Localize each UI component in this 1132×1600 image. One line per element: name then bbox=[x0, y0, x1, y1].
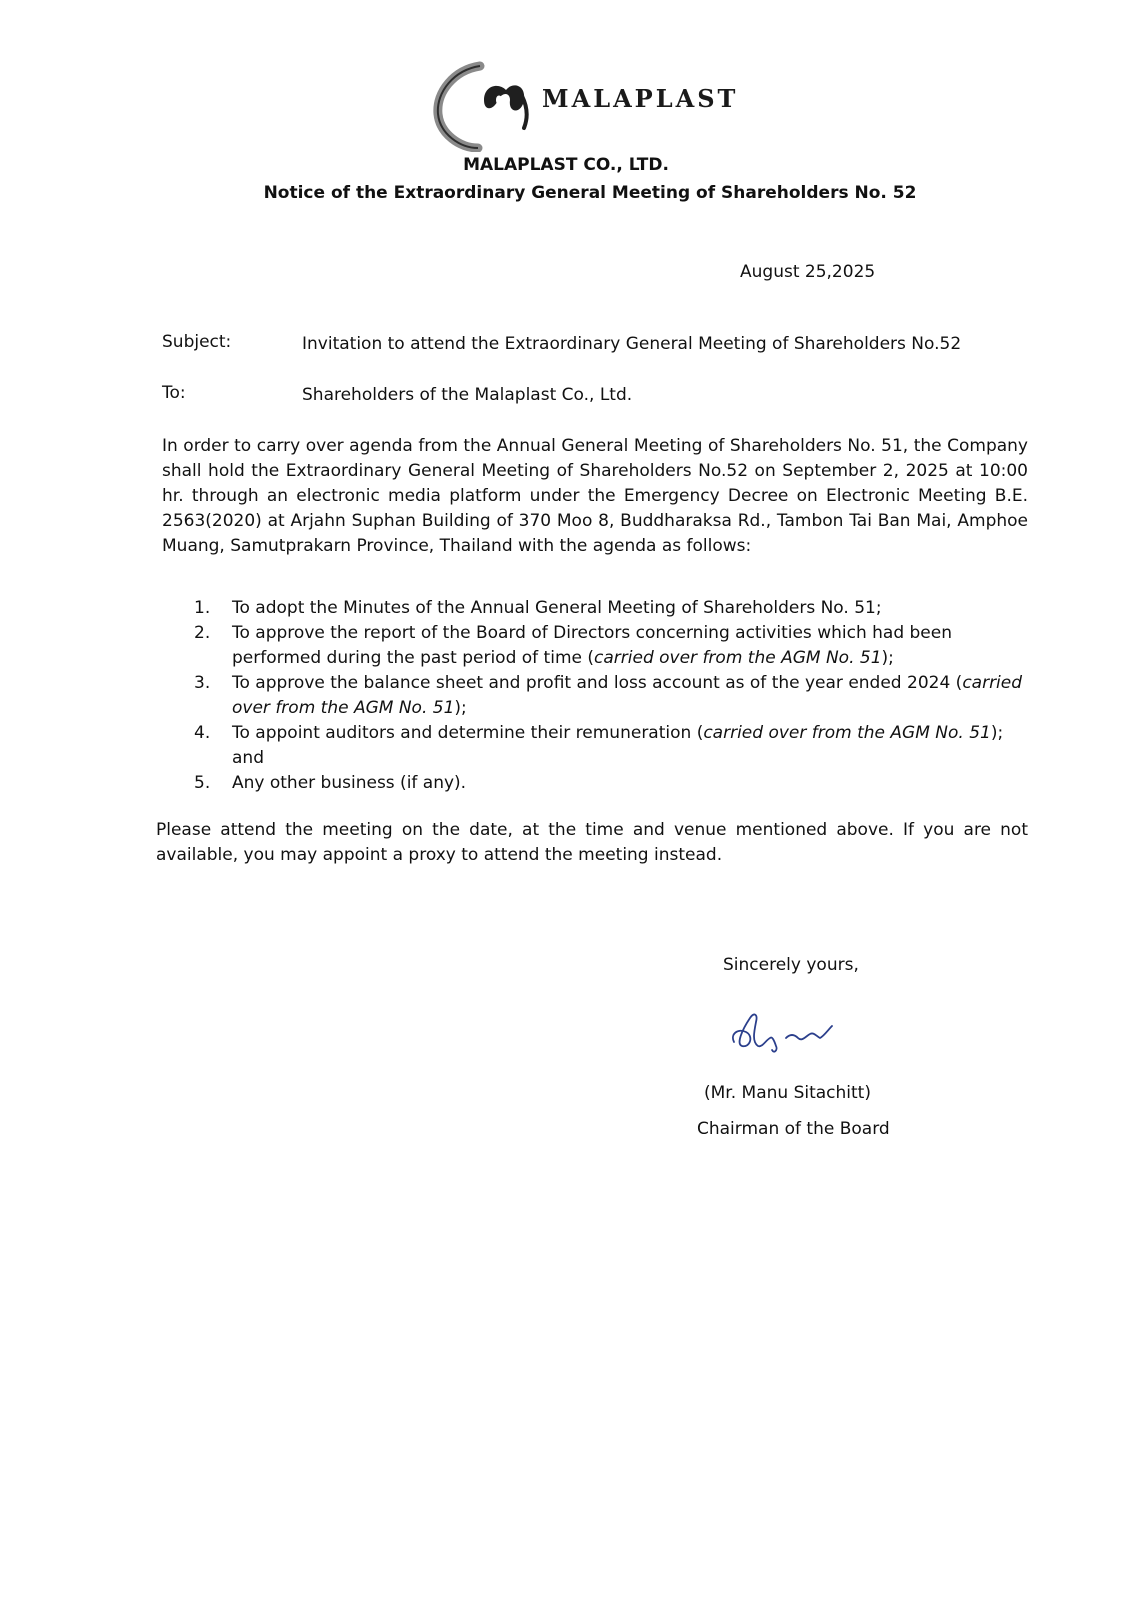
notice-title: Notice of the Extraordinary General Meeting of Shareholders No. 52 bbox=[263, 183, 917, 203]
intro-paragraph: In order to carry over agenda from the Annual General Meeting of Shareholders No. 51, the Company shall hold the Extraordinary General Meeting of Shareholders No.52 on September 2, 2025 at 10:00 hr. through an electronic media platform under the Emergency Decree on Electronic Meeting B.E. 2563(2020) at Arjahn Suphan Building of 370 Moo 8, Buddharaksa Rd., Tambon Tai Ban Mai, Amphoe Muang, Samutprakarn Province, Thailand with the agenda as follows: bbox=[162, 436, 1028, 556]
agenda-item bbox=[188, 671, 1038, 721]
agenda-tail: ); bbox=[881, 648, 894, 668]
to-value: Shareholders of the Malaplast Co., Ltd. bbox=[302, 385, 633, 405]
agenda-note: carried over from the AGM No. 51 bbox=[232, 673, 1023, 718]
agenda-number: 5. bbox=[194, 773, 211, 793]
signer-title: Chairman of the Board bbox=[697, 1119, 890, 1139]
agenda-text: Any other business (if any). bbox=[232, 773, 467, 793]
subject-value: Invitation to attend the Extraordinary General Meeting of Shareholders No.52 bbox=[302, 334, 962, 354]
closing-salutation: Sincerely yours, bbox=[723, 955, 859, 975]
agenda-item bbox=[188, 771, 1038, 796]
logo-wordmark: MALAPLAST bbox=[542, 84, 739, 113]
company-name: MALAPLAST CO., LTD. bbox=[463, 155, 669, 175]
agenda-text: To adopt the Minutes of the Annual General Meeting of Shareholders No. 51; bbox=[232, 598, 882, 618]
malaplast-logo-icon bbox=[432, 56, 544, 152]
agenda-item bbox=[188, 596, 1038, 621]
agenda-item bbox=[188, 621, 1038, 671]
agenda-tail: ); bbox=[454, 698, 467, 718]
agenda-text: To approve the balance sheet and profit and loss account as of the year ended 2024 ( bbox=[232, 673, 963, 693]
subject-label: Subject: bbox=[162, 332, 232, 352]
agenda-number: 4. bbox=[194, 723, 211, 743]
agenda-item bbox=[188, 721, 1038, 771]
agenda-number: 3. bbox=[194, 673, 211, 693]
agenda-number: 1. bbox=[194, 598, 211, 618]
letter-date: August 25,2025 bbox=[740, 262, 876, 282]
agenda-tail: ); and bbox=[232, 723, 1004, 768]
signature-icon bbox=[728, 1008, 838, 1058]
company-logo bbox=[432, 56, 792, 156]
agenda-text: To approve the report of the Board of Directors concerning activities which had been performed during the past period of time ( bbox=[232, 623, 952, 668]
signer-name: (Mr. Manu Sitachitt) bbox=[704, 1083, 871, 1103]
agenda-list bbox=[188, 596, 1038, 796]
agenda-text: To appoint auditors and determine their remuneration ( bbox=[232, 723, 704, 743]
agenda-note: carried over from the AGM No. 51 bbox=[594, 648, 882, 668]
closing-paragraph: Please attend the meeting on the date, at the time and venue mentioned above. If you are not available, you may appoint a proxy to attend the meeting instead. bbox=[156, 820, 1028, 865]
agenda-number: 2. bbox=[194, 623, 211, 643]
agenda-note: carried over from the AGM No. 51 bbox=[703, 723, 991, 743]
to-label: To: bbox=[162, 383, 186, 403]
